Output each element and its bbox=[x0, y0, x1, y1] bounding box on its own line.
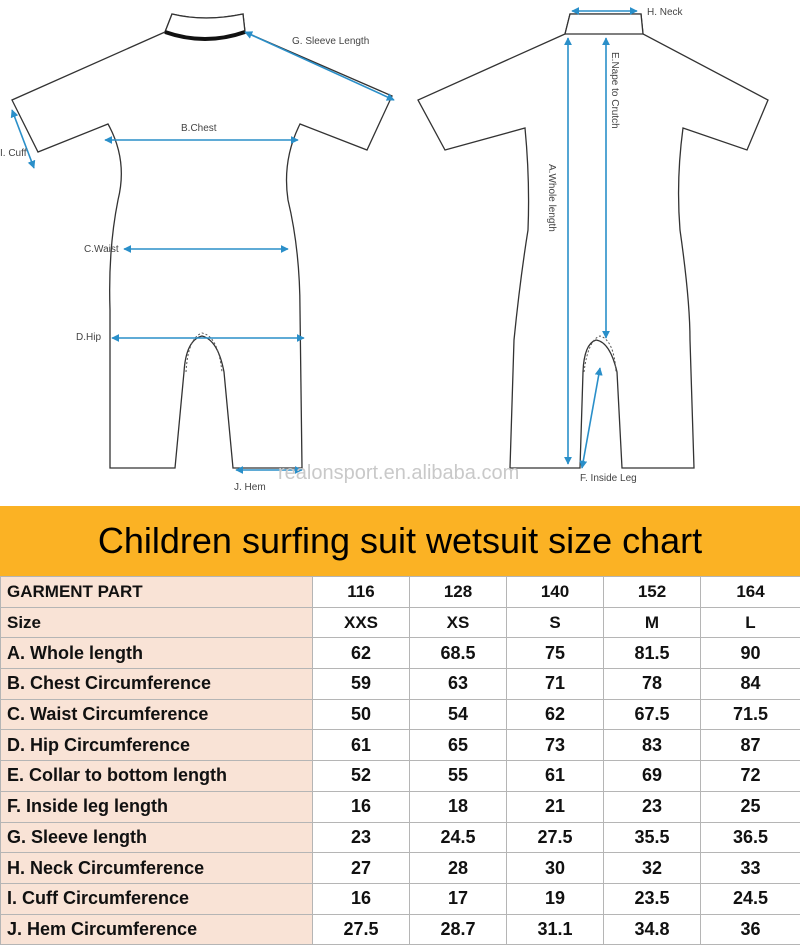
size-value-cell: 78 bbox=[604, 669, 701, 700]
garment-part-cell: A. Whole length bbox=[1, 638, 313, 669]
label-whole-length: A.Whole length bbox=[546, 164, 557, 232]
size-value-cell: 140 bbox=[507, 577, 604, 608]
front-view bbox=[12, 14, 392, 468]
size-value-cell: 128 bbox=[410, 577, 507, 608]
label-hem: J. Hem bbox=[234, 482, 266, 493]
size-value-cell: 27.5 bbox=[507, 822, 604, 853]
size-value-cell: 55 bbox=[410, 761, 507, 792]
size-value-cell: 71.5 bbox=[701, 699, 800, 730]
size-value-cell: 116 bbox=[313, 577, 410, 608]
size-value-cell: 28 bbox=[410, 853, 507, 884]
table-row bbox=[1, 699, 800, 730]
size-value-cell: 61 bbox=[507, 761, 604, 792]
size-value-cell: 34.8 bbox=[604, 914, 701, 945]
size-value-cell: 61 bbox=[313, 730, 410, 761]
size-value-cell: 31.1 bbox=[507, 914, 604, 945]
size-value-cell: 24.5 bbox=[410, 822, 507, 853]
table-row bbox=[1, 761, 800, 792]
size-value-cell: XXS bbox=[313, 607, 410, 638]
garment-part-cell: B. Chest Circumference bbox=[1, 669, 313, 700]
size-value-cell: 54 bbox=[410, 699, 507, 730]
size-value-cell: S bbox=[507, 607, 604, 638]
size-value-cell: 23 bbox=[604, 791, 701, 822]
label-sleeve: G. Sleeve Length bbox=[292, 36, 370, 47]
size-value-cell: 67.5 bbox=[604, 699, 701, 730]
back-collar bbox=[565, 14, 643, 34]
table-row bbox=[1, 577, 800, 608]
size-value-cell: 19 bbox=[507, 883, 604, 914]
size-value-cell: 72 bbox=[701, 761, 800, 792]
table-row bbox=[1, 669, 800, 700]
size-value-cell: 62 bbox=[507, 699, 604, 730]
size-value-cell: 27.5 bbox=[313, 914, 410, 945]
size-value-cell: 28.7 bbox=[410, 914, 507, 945]
table-row bbox=[1, 607, 800, 638]
garment-part-cell: D. Hip Circumference bbox=[1, 730, 313, 761]
label-neck: H. Neck bbox=[647, 7, 683, 18]
table-row bbox=[1, 883, 800, 914]
page-title: Children surfing suit wetsuit size chart bbox=[97, 520, 703, 561]
size-value-cell: L bbox=[701, 607, 800, 638]
garment-part-cell: G. Sleeve length bbox=[1, 822, 313, 853]
label-cuff: I. Cuff bbox=[0, 148, 27, 159]
size-value-cell: 59 bbox=[313, 669, 410, 700]
label-chest: B.Chest bbox=[181, 123, 217, 134]
size-value-cell: 33 bbox=[701, 853, 800, 884]
size-value-cell: 36 bbox=[701, 914, 800, 945]
table-row bbox=[1, 822, 800, 853]
label-inside-leg: F. Inside Leg bbox=[580, 473, 637, 484]
size-value-cell: 73 bbox=[507, 730, 604, 761]
garment-part-cell: C. Waist Circumference bbox=[1, 699, 313, 730]
size-value-cell: 152 bbox=[604, 577, 701, 608]
size-chart-table bbox=[0, 576, 800, 945]
size-value-cell: 87 bbox=[701, 730, 800, 761]
size-value-cell: 65 bbox=[410, 730, 507, 761]
size-value-cell: 25 bbox=[701, 791, 800, 822]
size-value-cell: 62 bbox=[313, 638, 410, 669]
size-value-cell: 16 bbox=[313, 883, 410, 914]
table-row bbox=[1, 914, 800, 945]
table-row bbox=[1, 638, 800, 669]
size-value-cell: 83 bbox=[604, 730, 701, 761]
garment-part-cell: J. Hem Circumference bbox=[1, 914, 313, 945]
front-suit-outline bbox=[12, 14, 392, 468]
label-waist: C.Waist bbox=[84, 244, 119, 255]
size-value-cell: 63 bbox=[410, 669, 507, 700]
garment-part-cell: I. Cuff Circumference bbox=[1, 883, 313, 914]
size-value-cell: M bbox=[604, 607, 701, 638]
title-band bbox=[0, 506, 800, 576]
size-value-cell: 84 bbox=[701, 669, 800, 700]
size-value-cell: 52 bbox=[313, 761, 410, 792]
size-value-cell: 23 bbox=[313, 822, 410, 853]
size-value-cell: 23.5 bbox=[604, 883, 701, 914]
garment-part-cell: GARMENT PART bbox=[1, 577, 313, 608]
back-suit-outline bbox=[418, 14, 768, 468]
label-hip: D.Hip bbox=[76, 332, 102, 343]
size-value-cell: 69 bbox=[604, 761, 701, 792]
size-value-cell: 36.5 bbox=[701, 822, 800, 853]
garment-part-cell: E. Collar to bottom length bbox=[1, 761, 313, 792]
size-value-cell: 27 bbox=[313, 853, 410, 884]
size-value-cell: 81.5 bbox=[604, 638, 701, 669]
size-value-cell: 75 bbox=[507, 638, 604, 669]
size-value-cell: XS bbox=[410, 607, 507, 638]
garment-part-cell: Size bbox=[1, 607, 313, 638]
back-view bbox=[418, 14, 768, 468]
size-value-cell: 50 bbox=[313, 699, 410, 730]
garment-part-cell: H. Neck Circumference bbox=[1, 853, 313, 884]
size-value-cell: 90 bbox=[701, 638, 800, 669]
size-value-cell: 68.5 bbox=[410, 638, 507, 669]
table-row bbox=[1, 730, 800, 761]
size-value-cell: 164 bbox=[701, 577, 800, 608]
size-value-cell: 35.5 bbox=[604, 822, 701, 853]
size-value-cell: 24.5 bbox=[701, 883, 800, 914]
size-value-cell: 32 bbox=[604, 853, 701, 884]
label-nape: E.Nape to Crutch bbox=[609, 52, 620, 129]
size-value-cell: 30 bbox=[507, 853, 604, 884]
size-value-cell: 16 bbox=[313, 791, 410, 822]
garment-part-cell: F. Inside leg length bbox=[1, 791, 313, 822]
size-value-cell: 17 bbox=[410, 883, 507, 914]
size-value-cell: 18 bbox=[410, 791, 507, 822]
table-row bbox=[1, 791, 800, 822]
watermark: realonsport.en.alibaba.com bbox=[278, 462, 520, 484]
size-value-cell: 71 bbox=[507, 669, 604, 700]
size-value-cell: 21 bbox=[507, 791, 604, 822]
table-row bbox=[1, 853, 800, 884]
